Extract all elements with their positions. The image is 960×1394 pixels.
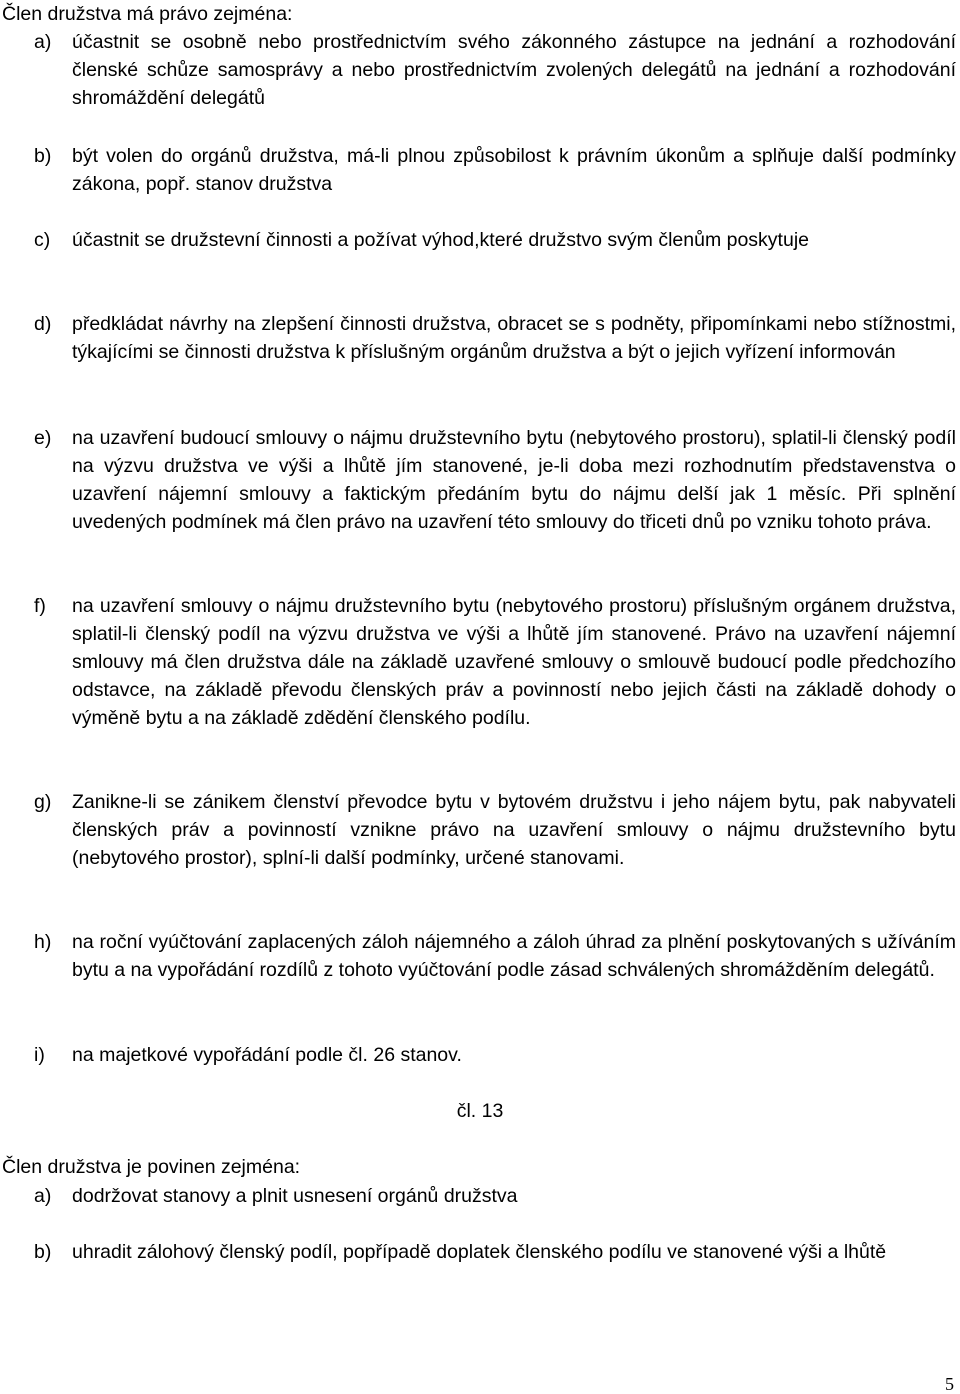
item-marker: a) [34,31,52,53]
item-text: účastnit se osobně nebo prostřednictvím svého zákonného zástupce na jednání a rozhodování členské schůze samosprávy a nebo prostřednictvím zvolených delegátů na jednání a rozhodování shromáždění delegátů [72,31,956,109]
item-text: na roční vyúčtování zaplacených záloh nájemného a záloh úhrad za plnění poskytovaných s užíváním bytu a na vypořádání rozdílů z tohoto vyúčtování podle zásad schválených shromážděním delegátů. [72,931,956,981]
list-item [34,928,956,984]
item-text: na majetkové vypořádání podle čl. 26 stanov. [72,1044,462,1066]
item-marker: f) [34,595,46,617]
list-item [34,28,956,112]
item-marker: c) [34,229,51,251]
item-marker: g) [34,791,52,813]
list-item [34,788,956,872]
item-text: předkládat návrhy na zlepšení činnosti družstva, obracet se s podněty, připomínkami nebo stížnostmi, týkajícími se činnosti družstva k příslušným orgánům družstva a být o jejich vyřízení informován [72,313,956,363]
item-text: uhradit zálohový členský podíl, popřípadě doplatek členského podílu ve stanovené výši a lhůtě [72,1241,887,1263]
item-marker: b) [34,1241,52,1263]
list-item [34,592,956,732]
list-item [34,310,956,366]
item-text: Zanikne-li se zánikem členství převodce bytu v bytovém družstvu i jeho nájem bytu, pak nabyvateli členských práv a povinností vznikne právo na uzavření smlouvy o nájmu družstevního bytu (nebytového prostor), splní-li další podmínky, určené stanovami. [72,791,956,869]
list-item [34,1182,956,1210]
list-item [34,226,956,254]
item-marker: e) [34,427,52,449]
item-marker: i) [34,1044,45,1066]
item-text: být volen do orgánů družstva, má-li plnou způsobilost k právním úkonům a splňuje další podmínky zákona, popř. stanov družstva [72,145,956,195]
item-text: na uzavření budoucí smlouvy o nájmu družstevního bytu (nebytového prostoru), splatil-li členský podíl na výzvu družstva ve výši a lhůtě jím stanovené, je-li doba mezi rozhodnutím představenstva o uzavření nájemní smlouvy a faktickým předáním bytu do nájmu delší jak 1 měsíc. Při splnění uvedených podmínek má člen právo na uzavření této smlouvy do třiceti dnů po vzniku tohoto práva. [72,427,956,533]
section2-intro: Člen družstva je povinen zejména: [2,1156,301,1178]
page-number: 5 [945,1374,954,1394]
item-text: na uzavření smlouvy o nájmu družstevního bytu (nebytového prostoru) příslušným orgánem družstva, splatil-li členský podíl na výzvu družstva ve výši a lhůtě jím stanovené. Právo na uzavření nájemní smlouvy má člen družstva dále na základě uzavřené smlouvy o smlouvě budoucí podle předchozího odstavce, na základě převodu členských práv a povinností nebo jejich části na základě dohody o výměně bytu a na základě zdědění členského podílu. [72,595,956,729]
item-marker: h) [34,931,52,953]
list-item [34,142,956,198]
section1-intro: Člen družstva má právo zejména: [2,3,293,25]
item-text: účastnit se družstevní činnosti a požívat výhod,které družstvo svým členům poskytuje [72,229,810,251]
item-marker: a) [34,1185,52,1207]
article-heading: čl. 13 [456,1100,504,1122]
list-item [34,424,956,536]
list-item [34,1238,956,1266]
item-marker: b) [34,145,52,167]
list-item [34,1041,956,1069]
item-marker: d) [34,313,52,335]
item-text: dodržovat stanovy a plnit usnesení orgánů družstva [72,1185,518,1207]
